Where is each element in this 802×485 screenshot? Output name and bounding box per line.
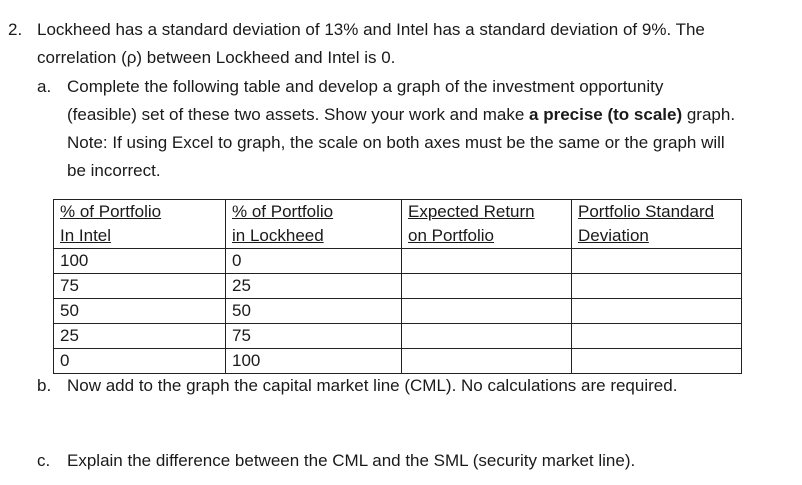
cell-expected-return[interactable] xyxy=(402,299,572,324)
cell-lockheed: 25 xyxy=(226,274,402,299)
table-row xyxy=(54,249,742,274)
cell-lockheed: 0 xyxy=(226,249,402,274)
cell-lockheed: 75 xyxy=(226,324,402,349)
header-intel-line-2: In Intel xyxy=(60,226,112,245)
cell-intel: 50 xyxy=(54,299,226,324)
header-expected-return xyxy=(402,200,572,249)
table-row xyxy=(54,324,742,349)
part-a-line-2-pre: (feasible) set of these two assets. Show your work and make xyxy=(67,105,530,124)
table-row xyxy=(54,274,742,299)
cell-expected-return[interactable] xyxy=(402,349,572,374)
header-std-dev xyxy=(572,200,742,249)
portfolio-table xyxy=(53,199,742,374)
cell-std-dev[interactable] xyxy=(572,324,742,349)
cell-std-dev[interactable] xyxy=(572,274,742,299)
part-a-line-3: Note: If using Excel to graph, the scale on both axes must be the same or the graph will xyxy=(67,133,725,152)
part-a-line-2-post: graph. xyxy=(682,105,736,124)
question-number: 2. xyxy=(8,20,23,39)
cell-expected-return[interactable] xyxy=(402,324,572,349)
header-lockheed xyxy=(226,200,402,249)
header-expected-return-line-2: on Portfolio xyxy=(408,226,494,245)
part-a-line-4: be incorrect. xyxy=(67,161,161,180)
cell-lockheed: 100 xyxy=(226,349,402,374)
part-a-line-2 xyxy=(67,105,735,125)
header-lockheed-line-2: in Lockheed xyxy=(232,226,324,245)
part-c-text: Explain the difference between the CML and the SML (security market line). xyxy=(67,451,636,470)
cell-std-dev[interactable] xyxy=(572,299,742,324)
part-a-line-2-bold: a precise (to scale) xyxy=(529,105,683,124)
table-row xyxy=(54,349,742,374)
header-expected-return-line-1: Expected Return xyxy=(408,202,535,221)
header-std-dev-line-1: Portfolio Standard xyxy=(578,202,715,221)
cell-intel: 75 xyxy=(54,274,226,299)
header-std-dev-line-2: Deviation xyxy=(578,226,649,245)
cell-intel: 100 xyxy=(54,249,226,274)
part-b-label: b. xyxy=(37,376,52,395)
cell-lockheed: 50 xyxy=(226,299,402,324)
cell-expected-return[interactable] xyxy=(402,249,572,274)
question-intro-line-2: correlation (ρ) between Lockheed and Intel is 0. xyxy=(37,48,396,67)
table-row xyxy=(54,299,742,324)
cell-std-dev[interactable] xyxy=(572,249,742,274)
header-intel xyxy=(54,200,226,249)
header-lockheed-line-1: % of Portfolio xyxy=(232,202,334,221)
part-c-label: c. xyxy=(37,451,51,470)
cell-intel: 25 xyxy=(54,324,226,349)
cell-std-dev[interactable] xyxy=(572,349,742,374)
part-a-line-1: Complete the following table and develop a graph of the investment opportunity xyxy=(67,77,664,96)
table-header-row xyxy=(54,200,742,249)
part-a-label: a. xyxy=(37,77,52,96)
question-intro-line-1: Lockheed has a standard deviation of 13% and Intel has a standard deviation of 9%. The xyxy=(37,20,705,39)
cell-expected-return[interactable] xyxy=(402,274,572,299)
header-intel-line-1: % of Portfolio xyxy=(60,202,162,221)
cell-intel: 0 xyxy=(54,349,226,374)
part-b-text: Now add to the graph the capital market line (CML). No calculations are required. xyxy=(67,376,678,395)
